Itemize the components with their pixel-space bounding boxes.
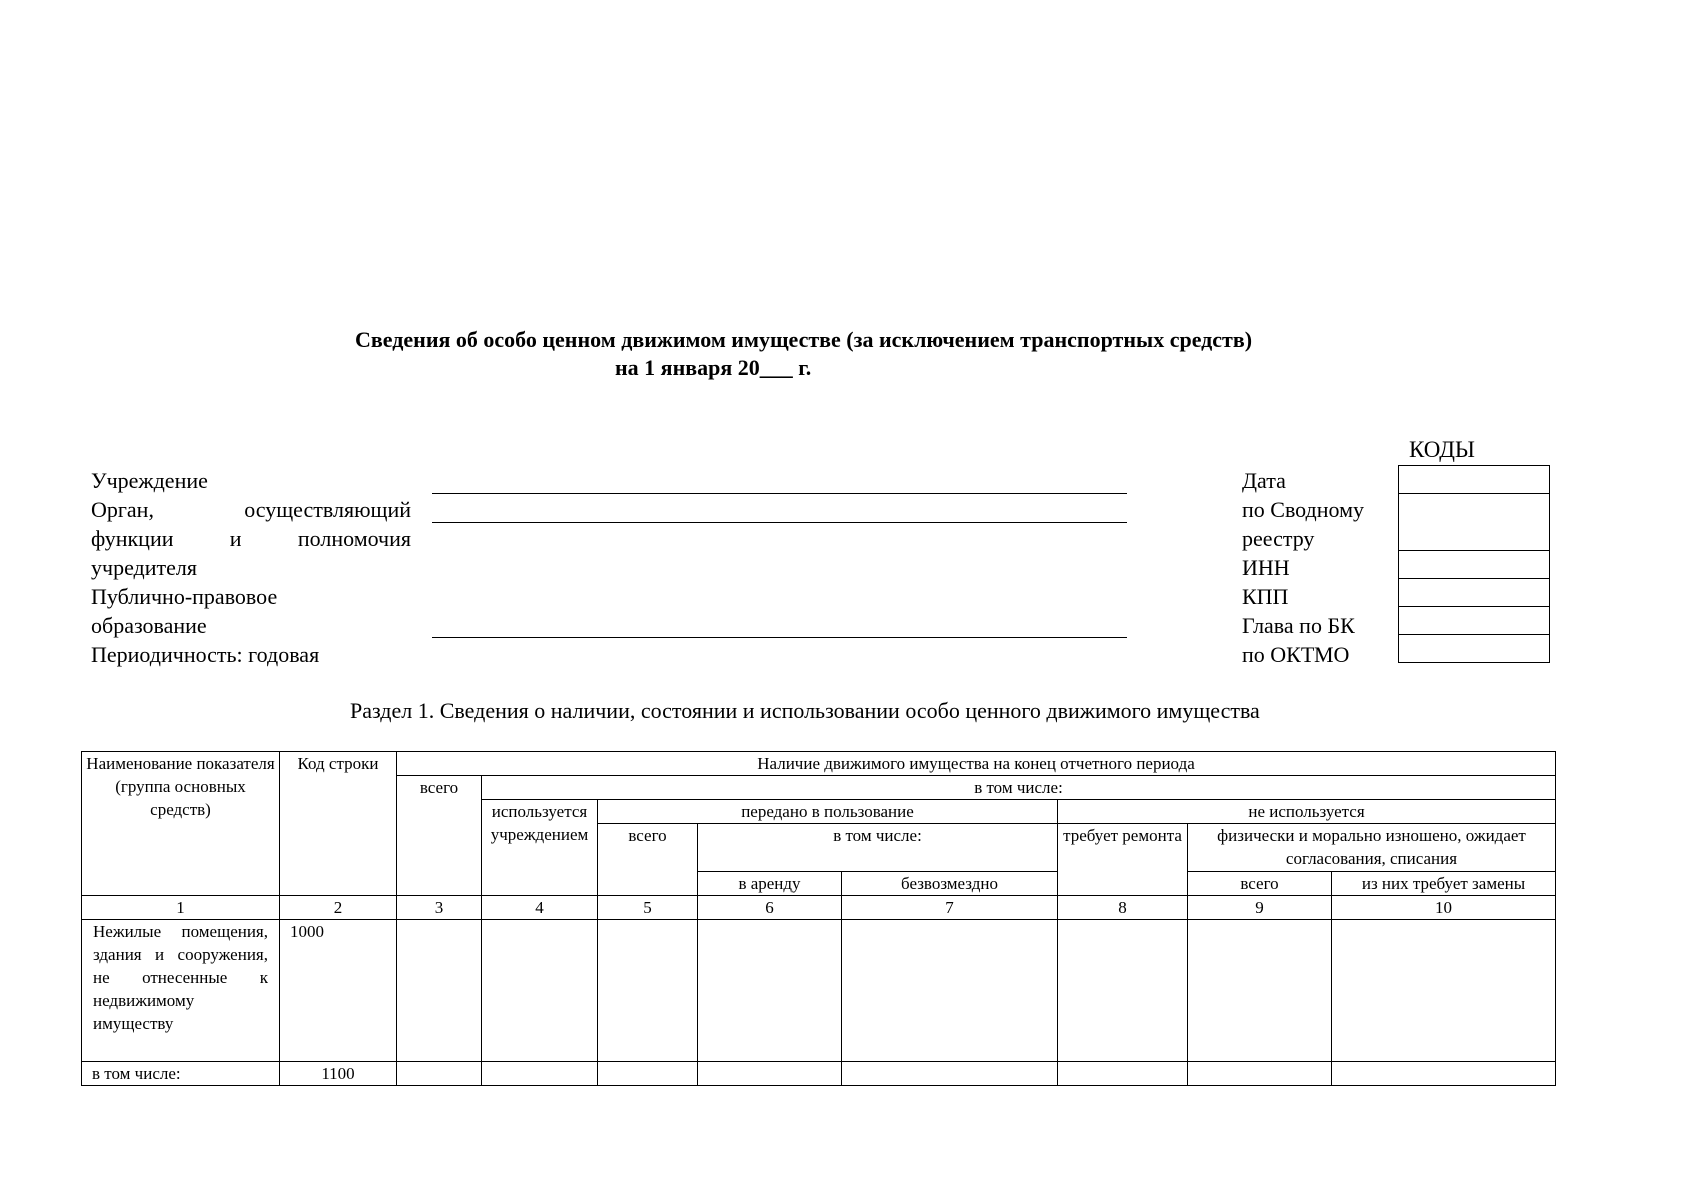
header-presence: Наличие движимого имущества на конец отчетного периода	[397, 752, 1556, 776]
section-title: Раздел 1. Сведения о наличии, состоянии и использовании особо ценного движимого имущества	[350, 698, 1260, 723]
document-title	[355, 326, 1355, 382]
data-cell[interactable]	[397, 920, 482, 1062]
label-oktmo: по ОКТМО	[1242, 642, 1350, 667]
label-public-line-1: Публично-правовое	[91, 584, 278, 609]
column-number: 4	[482, 896, 598, 920]
header-not-used: не используется	[1058, 800, 1556, 824]
label-organ-line-1: Орган, осуществляющий	[91, 497, 411, 522]
data-cell[interactable]	[482, 1062, 598, 1086]
code-cell-kpp[interactable]	[1399, 579, 1550, 607]
code-cell-oktmo[interactable]	[1399, 635, 1550, 663]
header-rent: в аренду	[698, 872, 842, 896]
data-cell[interactable]	[698, 920, 842, 1062]
header-total: всего	[397, 776, 482, 896]
property-table	[81, 751, 1556, 1086]
header-worn-total: всего	[1188, 872, 1332, 896]
public-entity-field-line[interactable]	[432, 637, 1127, 638]
data-cell[interactable]	[598, 920, 698, 1062]
codes-header: КОДЫ	[1409, 437, 1475, 462]
table-row	[82, 1062, 1556, 1086]
label-registry-line-1: по Сводному	[1242, 497, 1365, 522]
organ-field-line[interactable]	[432, 522, 1127, 523]
data-cell[interactable]	[1188, 920, 1332, 1062]
label-organ-line-2: функции и полномочия	[91, 526, 411, 551]
label-periodicity: Периодичность: годовая	[91, 642, 320, 667]
header-free: безвозмездно	[842, 872, 1058, 896]
label-inn: ИНН	[1242, 555, 1290, 580]
data-cell[interactable]	[1058, 1062, 1188, 1086]
header-repair: требует ремонта	[1058, 824, 1188, 896]
data-cell[interactable]	[598, 1062, 698, 1086]
header-worn: физически и морально изношено, ожидает согласования, списания	[1188, 824, 1556, 872]
data-cell[interactable]	[482, 920, 598, 1062]
column-number: 8	[1058, 896, 1188, 920]
label-registry-line-2: реестру	[1242, 526, 1315, 551]
row-name: Нежилые помещения, здания и сооружения, не отнесенные к недвижимому имуществу	[82, 920, 280, 1062]
header-code: Код строки	[280, 752, 397, 896]
title-line-2: на 1 января 20___ г.	[615, 355, 812, 380]
label-public-line-2: образование	[91, 613, 207, 638]
data-cell[interactable]	[1332, 1062, 1556, 1086]
header-used: используется учреждением	[482, 800, 598, 896]
left-field-labels	[91, 466, 411, 669]
column-number: 2	[280, 896, 397, 920]
column-number: 3	[397, 896, 482, 920]
header-transferred: передано в пользование	[598, 800, 1058, 824]
column-number-row	[82, 896, 1556, 920]
header-transferred-total: всего	[598, 824, 698, 896]
codes-table	[1398, 465, 1550, 663]
column-number: 9	[1188, 896, 1332, 920]
title-line-1: Сведения об особо ценном движимом имуществе (за исключением транспортных средств)	[355, 327, 1253, 352]
data-cell[interactable]	[397, 1062, 482, 1086]
row-code: 1100	[280, 1062, 397, 1086]
data-cell[interactable]	[1058, 920, 1188, 1062]
row-name: в том числе:	[82, 1062, 280, 1086]
label-chapter: Глава по БК	[1242, 613, 1355, 638]
label-kpp: КПП	[1242, 584, 1289, 609]
column-number: 5	[598, 896, 698, 920]
label-date: Дата	[1242, 468, 1286, 493]
column-number: 7	[842, 896, 1058, 920]
data-cell[interactable]	[698, 1062, 842, 1086]
column-number: 1	[82, 896, 280, 920]
code-cell-date[interactable]	[1399, 466, 1550, 494]
row-code: 1000	[280, 920, 397, 1062]
column-number: 6	[698, 896, 842, 920]
label-institution: Учреждение	[91, 468, 208, 493]
code-cell-chapter[interactable]	[1399, 607, 1550, 635]
data-cell[interactable]	[842, 1062, 1058, 1086]
label-organ-line-3: учредителя	[91, 555, 197, 580]
data-cell[interactable]	[1188, 1062, 1332, 1086]
column-number: 10	[1332, 896, 1556, 920]
code-cell-registry[interactable]	[1399, 494, 1550, 551]
header-worn-replace: из них требует замены	[1332, 872, 1556, 896]
institution-field-line[interactable]	[432, 493, 1127, 494]
header-including: в том числе:	[482, 776, 1556, 800]
code-cell-inn[interactable]	[1399, 551, 1550, 579]
right-field-labels	[1242, 466, 1364, 669]
header-transferred-including: в том числе:	[698, 824, 1058, 872]
table-row	[82, 920, 1556, 1062]
data-cell[interactable]	[1332, 920, 1556, 1062]
data-cell[interactable]	[842, 920, 1058, 1062]
header-name: Наименование показателя (группа основных средств)	[82, 752, 280, 896]
